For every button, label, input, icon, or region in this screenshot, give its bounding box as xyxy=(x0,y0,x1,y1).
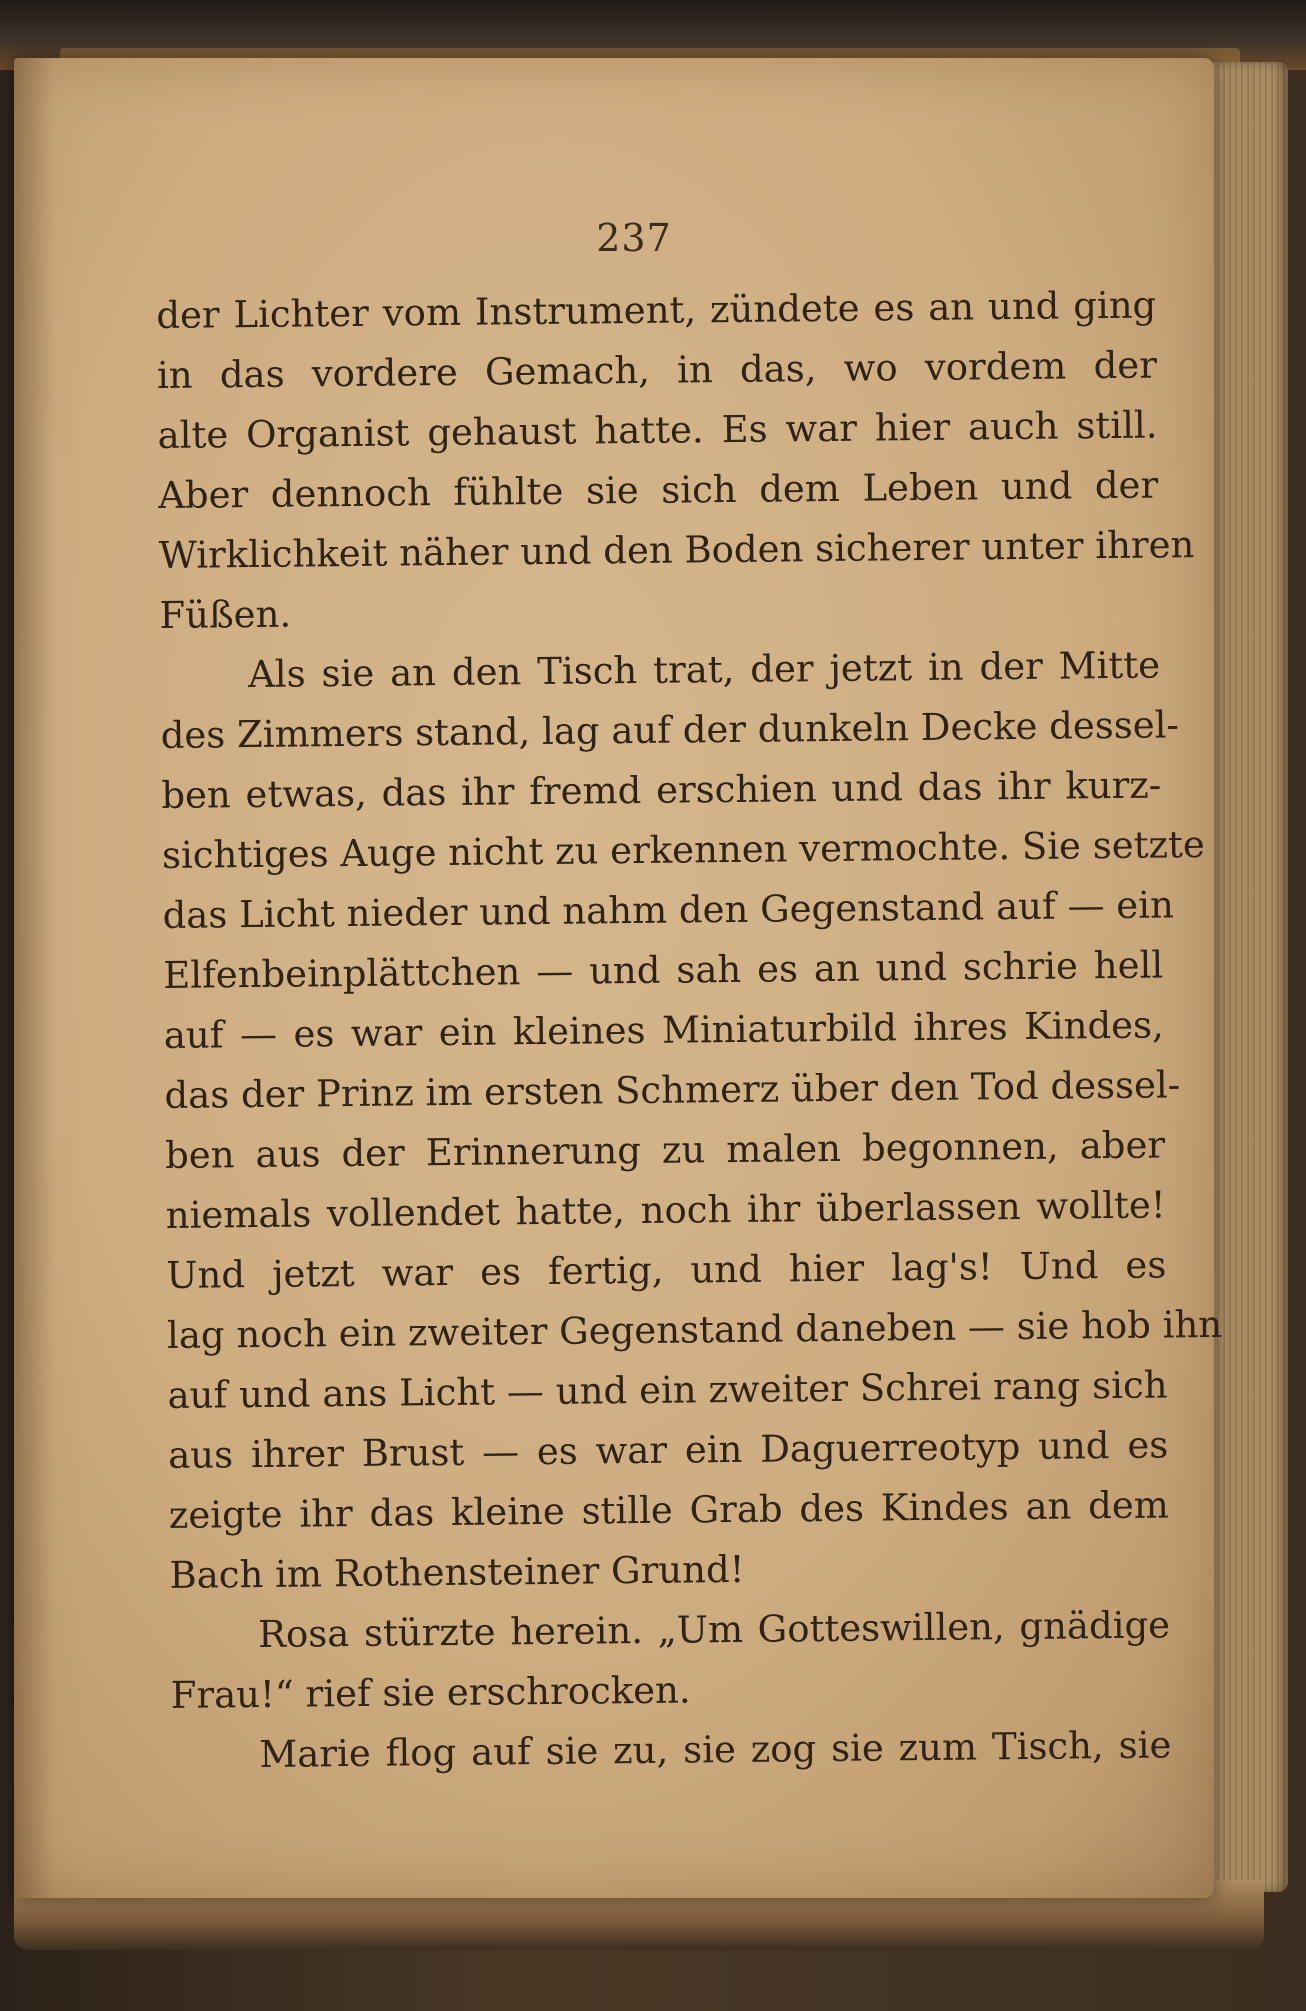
text-line: ben aus der Erinnerung zu malen begonnen, aber xyxy=(164,1123,1166,1177)
text-line: niemals vollendet hatte, noch ihr überlassen wollte! xyxy=(165,1183,1166,1237)
text-line: aus ihrer Brust — es war ein Daguerreotyp und es xyxy=(168,1423,1169,1477)
text-line: auf und ans Licht — und ein zweiter Schrei rang sich xyxy=(167,1363,1168,1417)
text-line: sichtiges Auge nicht zu erkennen vermochte. Sie setzte xyxy=(161,823,1205,877)
text-line: ben etwas, das ihr fremd erschien und das ihr kurz- xyxy=(161,763,1162,817)
book-page xyxy=(14,58,1223,1898)
text-line: das der Prinz im ersten Schmerz über den Tod dessel- xyxy=(164,1063,1181,1117)
text-line: des Zimmers stand, lag auf der dunkeln Decke dessel- xyxy=(160,703,1180,757)
text-line: Bach im Rothensteiner Grund! xyxy=(169,1547,745,1597)
text-line: in das vordere Gemach, in das, wo vordem der xyxy=(156,343,1158,397)
text-line: auf — es war ein kleines Miniaturbild ihres Kindes, xyxy=(163,1003,1165,1057)
text-line: Elfenbeinplättchen — und sah es an und schrie hell xyxy=(162,943,1164,997)
page-number: 237 xyxy=(596,216,672,260)
body-text xyxy=(156,276,1223,1786)
text-line: Marie flog auf sie zu, sie zog sie zum Tisch, sie xyxy=(259,1723,1172,1776)
text-line: Und jetzt war es fertig, und hier lag's! Und es xyxy=(166,1243,1167,1297)
text-line: Rosa stürzte herein. „Um Gotteswillen, gnädige xyxy=(257,1603,1171,1657)
text-line: das Licht nieder und nahm den Gegenstand auf — ein xyxy=(162,883,1174,937)
text-line: lag noch ein zweiter Gegenstand daneben — sie hob ihn xyxy=(166,1302,1223,1357)
text-line: Füßen. xyxy=(159,592,292,637)
text-line: alte Organist gehaust hatte. Es war hier auch still. xyxy=(157,403,1158,457)
text-line: zeigte ihr das kleine stille Grab des Kindes an dem xyxy=(168,1483,1170,1537)
text-line: der Lichter vom Instrument, zündete es an und ging xyxy=(156,283,1157,337)
text-line: Aber dennoch fühlte sie sich dem Leben und der xyxy=(157,463,1159,517)
text-line: Als sie an den Tisch trat, der jetzt in der Mitte xyxy=(247,643,1161,697)
text-line: Wirklichkeit näher und den Boden sicherer unter ihren xyxy=(158,523,1195,577)
text-line: Frau!“ rief sie erschrocken. xyxy=(170,1668,691,1717)
